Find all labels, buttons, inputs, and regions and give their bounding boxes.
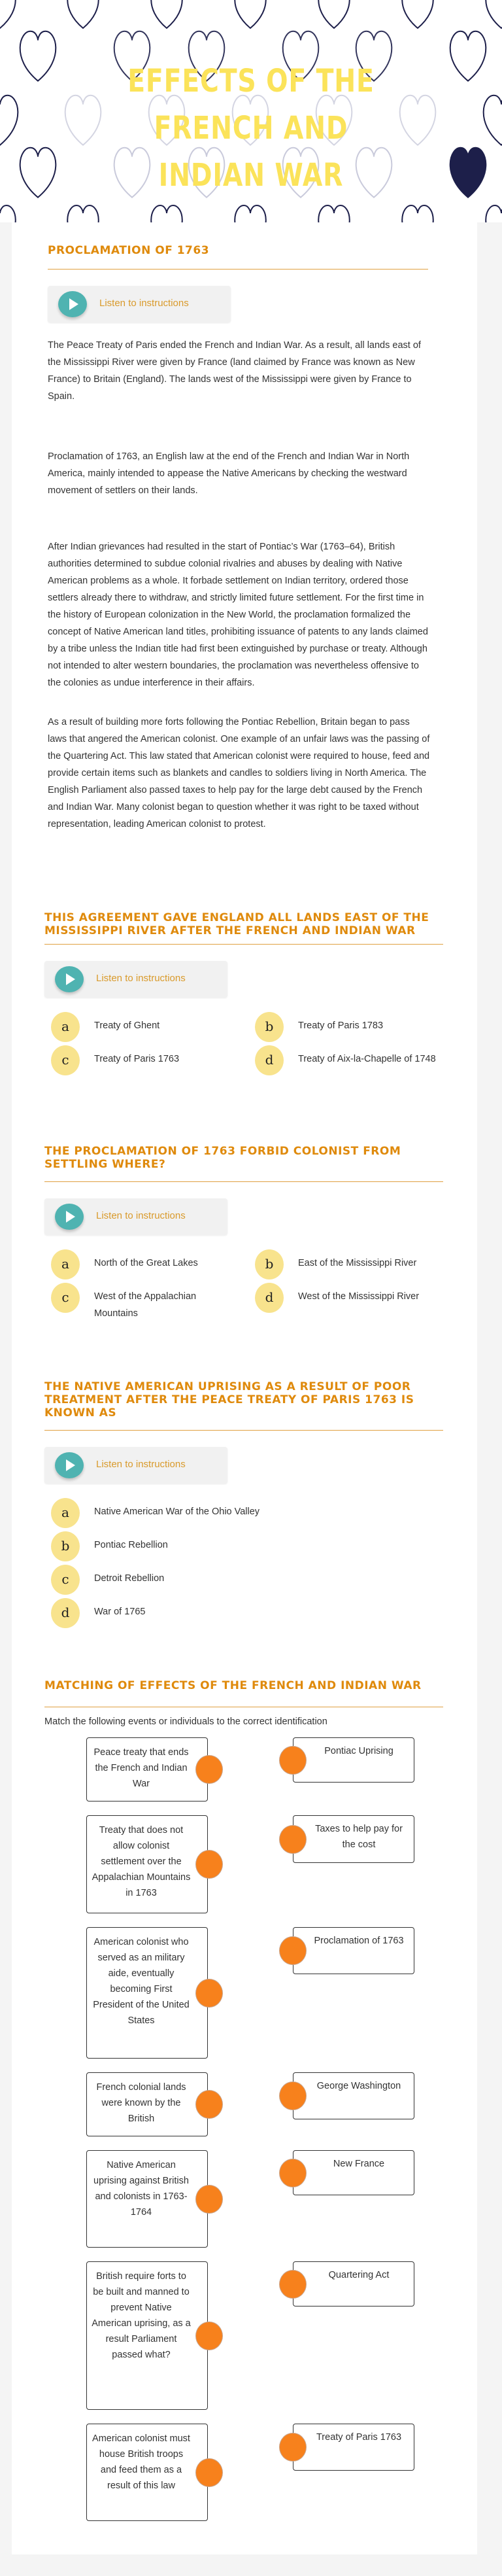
option-letter: c bbox=[51, 1283, 80, 1313]
match-connector-dot[interactable] bbox=[279, 1936, 307, 1965]
paragraph: As a result of building more forts following the Pontiac Rebellion, Britain began to pass laws that angered the American colonist. One example of an unfair laws was the passing of the Quartering Act. This law stated that American colonist were required to house, feed and provide certain items such as blankets and candles to soldiers living in North America. The English Parliament also passed taxes to help pay for the large debt caused by the French and Indian War. Many colonist began to question whether it was right to be taxed without representation, leading American colonist to protest. bbox=[48, 717, 430, 829]
match-connector-dot[interactable] bbox=[195, 2458, 223, 2487]
option-letter: a bbox=[51, 1498, 80, 1528]
match-connector-dot[interactable] bbox=[279, 2270, 307, 2299]
match-connector-dot[interactable] bbox=[195, 1979, 223, 2008]
match-connector-dot[interactable] bbox=[195, 1755, 223, 1784]
option-text: North of the Great Lakes bbox=[94, 1258, 198, 1268]
heart-icon bbox=[67, 0, 99, 28]
listen-label: Listen to instructions bbox=[96, 1459, 186, 1470]
option-text: Pontiac Rebellion bbox=[94, 1540, 168, 1550]
match-connector-dot[interactable] bbox=[195, 2090, 223, 2119]
heart-icon bbox=[151, 0, 182, 28]
match-item-left[interactable]: Treaty that does not allow colonist settlement over the Appalachian Mountains in 1763 bbox=[86, 1815, 208, 1913]
match-connector-dot[interactable] bbox=[195, 2322, 223, 2350]
heart-icon bbox=[235, 0, 266, 28]
heart-icon bbox=[318, 0, 350, 28]
match-connector-dot[interactable] bbox=[279, 1746, 307, 1775]
heart-icon bbox=[484, 96, 502, 145]
heart-icon bbox=[486, 205, 502, 222]
option-text: East of the Mississippi River bbox=[298, 1258, 417, 1268]
heart-icon bbox=[20, 148, 56, 198]
content-card bbox=[12, 222, 477, 2554]
question-heading: THIS AGREEMENT GAVE ENGLAND ALL LANDS EAST OF THE MISSISSIPPI RIVER AFTER THE FRENCH AND INDIAN WAR bbox=[44, 911, 429, 937]
listen-button[interactable] bbox=[44, 1447, 227, 1484]
option-text: West of the Mississippi River bbox=[298, 1291, 420, 1302]
matching-heading: MATCHING OF EFFECTS OF THE FRENCH AND INDIAN WAR bbox=[44, 1679, 422, 1692]
listen-label: Listen to instructions bbox=[96, 1210, 186, 1221]
heart-icon bbox=[450, 148, 486, 198]
divider bbox=[44, 1430, 443, 1431]
paragraph: The Peace Treaty of Paris ended the French and Indian War. As a result, all lands east of the Mississippi River were given by France (land claimed by France was known as New France) to Britain (England). The lands west of the Mississippi were given by France to Spain. bbox=[48, 340, 421, 402]
option-letter: b bbox=[255, 1249, 284, 1279]
divider bbox=[44, 1181, 443, 1182]
divider bbox=[44, 944, 443, 945]
heart-icon bbox=[151, 205, 182, 222]
paragraph: Proclamation of 1763, an English law at the end of the French and Indian War in North America, mainly intended to appease the Native Americans by checking the westward movement of settlers on their lands. bbox=[48, 451, 410, 496]
match-item-right[interactable]: Pontiac Uprising bbox=[293, 1737, 414, 1783]
play-icon bbox=[55, 966, 84, 992]
option-letter: c bbox=[51, 1045, 80, 1075]
match-item-right[interactable]: New France bbox=[293, 2150, 414, 2195]
match-item-left[interactable]: Native American uprising against British and colonists in 1763-1764 bbox=[86, 2150, 208, 2248]
match-connector-dot[interactable] bbox=[279, 2081, 307, 2110]
option-letter: c bbox=[51, 1565, 80, 1595]
heart-icon bbox=[67, 205, 99, 222]
listen-button[interactable] bbox=[44, 961, 227, 998]
heart-icon bbox=[402, 205, 433, 222]
match-item-left[interactable]: American colonist who served as an military aide, eventually becoming First President of the United States bbox=[86, 1927, 208, 2059]
question-heading: THE NATIVE AMERICAN UPRISING AS A RESULT OF POOR TREATMENT AFTER THE PEACE TREATY OF PARIS 1763 IS KNOWN AS bbox=[44, 1380, 414, 1419]
heart-icon bbox=[400, 96, 436, 145]
match-connector-dot[interactable] bbox=[279, 2433, 307, 2462]
section-heading: PROCLAMATION OF 1763 bbox=[48, 244, 210, 257]
play-icon bbox=[58, 291, 87, 317]
heart-icon bbox=[0, 205, 16, 222]
heart-icon bbox=[318, 205, 350, 222]
play-icon bbox=[55, 1204, 84, 1230]
match-item-right[interactable]: Quartering Act bbox=[293, 2261, 414, 2306]
option-text: Treaty of Aix-la-Chapelle of 1748 bbox=[298, 1054, 436, 1064]
option-letter: d bbox=[255, 1045, 284, 1075]
listen-label: Listen to instructions bbox=[99, 298, 189, 309]
match-item-right[interactable]: George Washington bbox=[293, 2072, 414, 2119]
option-letter: b bbox=[51, 1531, 80, 1561]
paragraph: After Indian grievances had resulted in the start of Pontiac’s War (1763–64), British authorities determined to subdue colonial rivalries and abuses by dealing with Native American problems as a whole. It forbade settlement on Indian territory, ordered those settlers already there to withdraw, and strictly limited future settlement. For the first time in the history of European colonization in the New World, the proclamation formalized the concept of Native American land titles, prohibiting issuance of patents to any lands claimed by a tribe unless the Indian title had first been extinguished by purchase or treaty. Although not intended to alter western boundaries, the proclamation was nevertheless offensive to the colonies as undue interference in their affairs. bbox=[48, 542, 428, 688]
match-connector-dot[interactable] bbox=[195, 2185, 223, 2214]
heart-icon bbox=[65, 96, 101, 145]
heart-icon bbox=[486, 0, 502, 28]
match-item-right[interactable]: Treaty of Paris 1763 bbox=[293, 2424, 414, 2471]
divider bbox=[48, 269, 428, 270]
match-item-left[interactable]: French colonial lands were known by the British bbox=[86, 2072, 208, 2136]
heart-icon bbox=[235, 205, 266, 222]
question-heading: THE PROCLAMATION OF 1763 FORBID COLONIST FROM SETTLING WHERE? bbox=[44, 1145, 401, 1171]
heart-icon bbox=[0, 96, 18, 145]
listen-label: Listen to instructions bbox=[96, 973, 186, 984]
option-text: Treaty of Paris 1763 bbox=[94, 1054, 180, 1064]
option-letter: b bbox=[255, 1012, 284, 1042]
match-connector-dot[interactable] bbox=[279, 1825, 307, 1854]
heart-icon bbox=[402, 0, 433, 28]
option-text: Treaty of Ghent bbox=[94, 1020, 160, 1031]
option-letter: d bbox=[51, 1598, 80, 1628]
option-text: War of 1765 bbox=[94, 1607, 146, 1617]
match-item-left[interactable]: British require forts to be built and manned to prevent Native American uprising, as a result Parliament passed what? bbox=[86, 2261, 208, 2410]
heart-icon bbox=[450, 31, 486, 81]
match-item-right[interactable]: Proclamation of 1763 bbox=[293, 1927, 414, 1974]
play-icon bbox=[55, 1452, 84, 1478]
option-text: Treaty of Paris 1783 bbox=[298, 1020, 384, 1031]
match-connector-dot[interactable] bbox=[279, 2159, 307, 2187]
option-text: Native American War of the Ohio Valley bbox=[94, 1506, 260, 1517]
match-connector-dot[interactable] bbox=[195, 1850, 223, 1879]
match-item-left[interactable]: American colonist must house British troops and feed them as a result of this law bbox=[86, 2424, 208, 2521]
heart-icon bbox=[0, 0, 16, 28]
listen-button[interactable] bbox=[48, 286, 231, 322]
header-banner bbox=[0, 0, 502, 222]
match-item-right[interactable]: Taxes to help pay for the cost bbox=[293, 1815, 414, 1863]
option-text: West of the Appalachian Mountains bbox=[94, 1291, 197, 1319]
option-letter: d bbox=[255, 1283, 284, 1313]
option-letter: a bbox=[51, 1249, 80, 1279]
listen-button[interactable] bbox=[44, 1198, 227, 1235]
option-letter: a bbox=[51, 1012, 80, 1042]
match-item-left[interactable]: Peace treaty that ends the French and Indian War bbox=[86, 1737, 208, 1801]
option-text: Detroit Rebellion bbox=[94, 1573, 165, 1584]
matching-instructions: Match the following events or individuals to the correct identification bbox=[44, 1716, 327, 1727]
page-title: EFFECTS OF THE FRENCH AND INDIAN WAR bbox=[127, 63, 375, 194]
heart-icon bbox=[20, 31, 56, 81]
